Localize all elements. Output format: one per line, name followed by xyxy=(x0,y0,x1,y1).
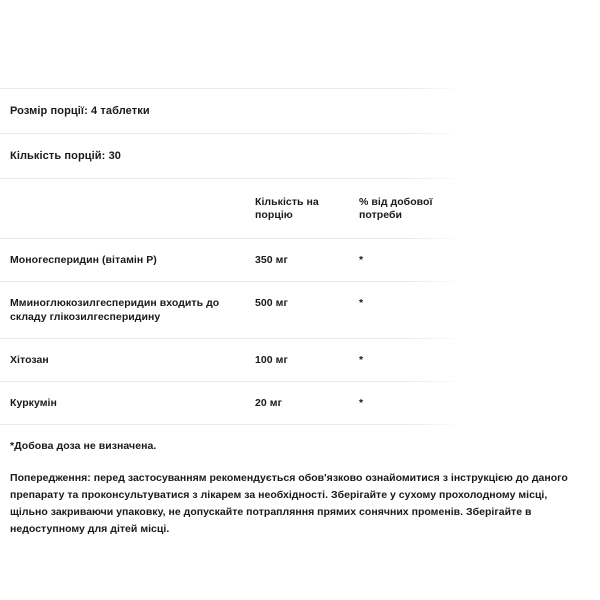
table-row xyxy=(0,282,462,338)
ingredient-name: Моногесперидин (вітамін Р) xyxy=(10,254,157,266)
column-header-percent-daily-value: % від добової потреби xyxy=(359,196,433,221)
ingredient-name: Хітозан xyxy=(10,354,49,366)
table-row xyxy=(0,339,462,381)
column-header-amount-per-serving: Кількість на порцію xyxy=(255,196,319,221)
ingredient-name: Куркумін xyxy=(10,397,57,409)
daily-value-footnote: *Добова доза не визначена. xyxy=(10,440,157,452)
ingredient-amount: 500 мг xyxy=(255,297,288,309)
ingredient-daily-value: * xyxy=(359,297,364,309)
nutrition-table xyxy=(0,179,462,425)
ingredient-amount: 350 мг xyxy=(255,254,288,266)
warning-text: Попередження: перед застосуванням рекомендується обов'язково ознайомитися з інструкцією до даного препарату та проконсультуватися з лікарем за необхідності. Зберігайте у сухому прохолодному місці, щільно закриваючи упаковку, не допускайте потрапляння прямих сонячних променів. Зберігайте в недоступному для дітей місці. xyxy=(10,472,568,535)
servings-per-container-row: Кількість порцій: 30 xyxy=(10,150,122,162)
supplement-facts-panel xyxy=(0,88,462,453)
ingredient-daily-value: * xyxy=(359,254,364,266)
table-row xyxy=(0,239,462,281)
ingredient-amount: 100 мг xyxy=(255,354,288,366)
ingredient-daily-value: * xyxy=(359,354,364,366)
ingredient-amount: 20 мг xyxy=(255,397,282,409)
ingredient-name: Мминоглюкозилгесперидин входить до складу глікозилгесперидину xyxy=(10,297,220,323)
table-header-row xyxy=(0,179,462,238)
ingredient-daily-value: * xyxy=(359,397,364,409)
serving-size-row: Розмір порції: 4 таблетки xyxy=(10,105,150,117)
column-header-ingredient xyxy=(0,179,255,238)
table-row xyxy=(0,382,462,424)
